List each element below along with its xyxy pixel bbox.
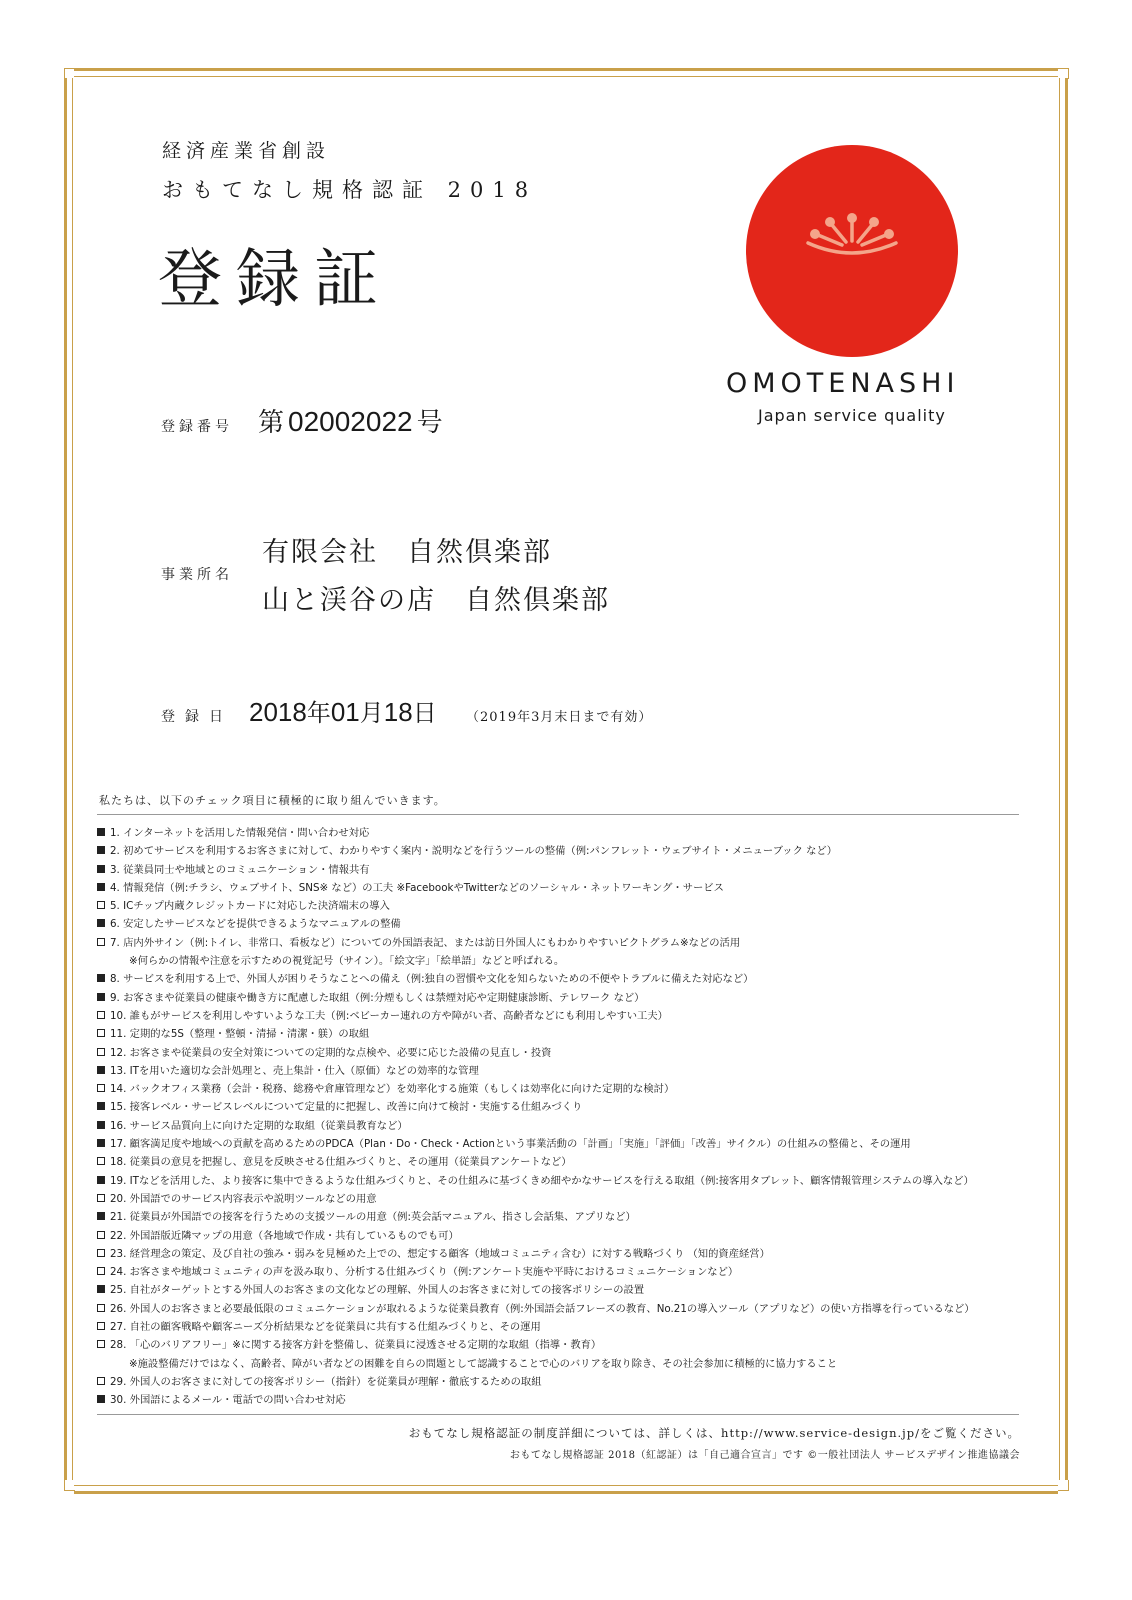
checklist-item [97,1190,1027,1208]
checklist-item [97,842,1027,860]
unchecked-box-icon [97,1267,105,1275]
checklist-item [97,1373,1027,1391]
checklist-item [97,1098,1027,1116]
certificate-standard: おもてなし規格認証 2018 [162,178,538,202]
date-month: 01 [330,697,360,727]
checklist-item [97,1227,1027,1245]
checked-box-icon [97,883,105,891]
checklist-item-text: 14. バックオフィス業務（会計・税務、総務や倉庫管理など）を効率化する施策（もしくは効率化に向けた定期的な検討） [110,1083,675,1096]
checked-box-icon [97,1066,105,1074]
unchecked-box-icon [97,901,105,909]
logo-wordmark: OMOTENASHI [726,368,960,399]
checked-box-icon [97,974,105,982]
checklist-item [97,1336,1027,1354]
checklist-item-text: 30. 外国語によるメール・電話での問い合わせ対応 [110,1394,346,1407]
border-corner-ornament [60,1480,74,1494]
business-name-label: 事業所名 [161,567,233,583]
unchecked-box-icon [97,1377,105,1385]
checked-box-icon [97,828,105,836]
certificate-creator: 経済産業省創設 [162,140,331,162]
checklist-item-text: 13. ITを用いた適切な会計処理と、売上集計・仕入（原価）などの効率的な管理 [110,1064,479,1077]
unchecked-box-icon [97,1231,105,1239]
checklist-item [97,1025,1027,1043]
checked-box-icon [97,1212,105,1220]
checklist-item [97,897,1027,915]
checklist-item [97,1208,1027,1226]
checklist-item-text: 16. サービス品質向上に向けた定期的な取組（従業員教育など） [110,1119,408,1132]
omotenashi-logo-circle [746,145,958,357]
checklist-intro: 私たちは、以下のチェック項目に積極的に取り組んでいきます。 [99,794,446,807]
checklist-item-text: ※施設整備だけではなく、高齢者、障がい者などの困難を自らの問題として認識することで心のバリアを取り除き、その社会参加に積極的に協力すること [129,1357,838,1370]
page-title: 登録証 [158,243,392,317]
checklist-item [97,1153,1027,1171]
unchecked-box-icon [97,1194,105,1202]
checklist-item-text: 3. 従業員同士や地域とのコミュニケーション・情報共有 [110,863,370,876]
checklist-item-text: 18. 従業員の意見を把握し、意見を反映させる仕組みづくりと、その運用（従業員アンケートなど） [110,1156,572,1169]
registration-prefix: 第 [258,408,285,438]
border-corner-ornament [1058,1480,1072,1494]
registration-number [258,402,443,439]
checklist-item-text: 9. お客さまや従業員の健康や働き方に配慮した取組（例:分煙もしくは禁煙対応や定期健康診断、テレワーク など） [110,991,645,1004]
business-company-name: 有限会社 自然倶楽部 [262,537,552,568]
checklist-item [97,1044,1027,1062]
checklist-item-text: 19. ITなどを活用した、より接客に集中できるような仕組みづくりと、その仕組みに基づくきめ細やかなサービスを行える取組（例:接客用タブレット、顧客情報管理システムの導入など） [110,1174,974,1187]
unchecked-box-icon [97,1322,105,1330]
footer-copyright: おもてなし規格認証 2018（紅認証）は「自己適合宣言」です ©一般社団法人 サービスデザイン推進協議会 [509,1450,1020,1461]
checklist-item-text: 11. 定期的な5S（整理・整頓・清掃・清潔・躾）の取組 [110,1028,370,1041]
checklist-item [97,1263,1027,1281]
checklist-item [97,1007,1027,1025]
checked-box-icon [97,1176,105,1184]
validity-period: （2019年3月末日まで有効） [466,710,653,725]
unchecked-box-icon [97,1084,105,1092]
checklist-item-text: 12. お客さまや従業員の安全対策についての定期的な点検や、必要に応じた設備の見直し・投資 [110,1046,552,1059]
unchecked-box-icon [97,1249,105,1257]
date-year: 2018 [249,697,307,727]
registration-suffix: 号 [416,408,443,438]
checked-box-icon [97,1121,105,1129]
unchecked-box-icon [97,1157,105,1165]
checklist-item [97,1135,1027,1153]
checklist-item-text: ※何らかの情報や注意を示すための視覚記号（サイン）。「絵文字」「絵単語」などと呼ばれる。 [129,955,565,968]
checklist-item-text: 8. サービスを利用する上で、外国人が困りそうなことへの備え（例:独自の習慣や文化を知らないための不便やトラブルに備えた対応など） [110,973,754,986]
checklist-item-text: 17. 顧客満足度や地域への貢献を高めるためのPDCA（Plan・Do・Check・Actionという事業活動の「計画」「実施」「評価」「改善」サイクル）の仕組みの整備と、その運用 [110,1138,911,1151]
checklist-item-text: 28. 「心のバリアフリー」※に関する接客方針を整備し、従業員に浸透させる定期的な取組（指導・教育） [110,1339,602,1352]
checked-box-icon [97,919,105,927]
checklist-item-text: 29. 外国人のお客さまに対しての接客ポリシー（指針）を従業員が理解・徹底するための取組 [110,1375,542,1388]
flower-emblem-icon [746,145,958,357]
border-corner-ornament [1058,64,1072,78]
checklist-item-text: 1. インターネットを活用した情報発信・問い合わせ対応 [110,827,370,839]
checklist-item [97,1300,1027,1318]
registration-number-value: 02002022 [288,406,413,437]
registration-number-label: 登録番号 [161,419,233,435]
unchecked-box-icon [97,938,105,946]
checklist-item [97,1318,1027,1336]
checklist-item-text: 2. 初めてサービスを利用するお客さまに対して、わかりやすく案内・説明などを行うツールの整備（例:パンフレット・ウェブサイト・メニューブック など） [110,845,838,858]
checklist-item-text: 5. ICチップ内蔵クレジットカードに対応した決済端末の導入 [110,900,390,913]
checklist-item [97,879,1027,897]
checklist-item [97,824,1027,842]
unchecked-box-icon [97,1048,105,1056]
checklist-item [97,934,1027,952]
checklist-note [97,1355,1027,1373]
checklist-item-text: 27. 自社の顧客戦略や顧客ニーズ分析結果などを従業員に共有する仕組みづくりと、その運用 [110,1321,541,1334]
checklist-item-text: 21. 従業員が外国語での接客を行うための支援ツールの用意（例:英会話マニュアル、指さし会話集、アプリなど） [110,1211,636,1224]
footer-info: おもてなし規格認証の制度詳細については、詳しくは、http://www.service-design.jp/をご覧ください。 [408,1426,1020,1440]
checklist-item [97,1117,1027,1135]
business-store-name: 山と渓谷の店 自然倶楽部 [262,585,610,616]
divider [97,1414,1019,1415]
checklist-note [97,952,1027,970]
date-year-unit: 年 [306,699,331,727]
date-day-unit: 日 [412,699,437,727]
divider [97,814,1019,815]
checklist-item-text: 26. 外国人のお客さまと必要最低限のコミュニケーションが取れるような従業員教育（例:外国語会話フレーズの教育、No.21の導入ツール（アプリなど）の使い方指導を行っているなど） [110,1302,975,1315]
checked-box-icon [97,1102,105,1110]
checklist-item-text: 7. 店内外サイン（例:トイレ、非常口、看板など）についての外国語表記、または訪日外国人にもわかりやすいピクトグラム※などの活用 [110,936,741,949]
registration-date [249,693,437,728]
checklist-item [97,989,1027,1007]
checklist-item-text: 20. 外国語でのサービス内容表示や説明ツールなどの用意 [110,1192,377,1205]
checklist-item-text: 25. 自社がターゲットとする外国人のお客さまの文化などの理解、外国人のお客さまに対しての接客ポリシーの設置 [110,1284,645,1297]
checklist-item-text: 15. 接客レベル・サービスレベルについて定量的に把握し、改善に向けて検討・実施する仕組みづくり [110,1101,583,1114]
checklist-item [97,970,1027,988]
checklist-item [97,1245,1027,1263]
logo-tagline: Japan service quality [758,406,946,425]
checklist-item-text: 22. 外国語版近隣マップの用意（各地域で作成・共有しているものでも可） [110,1229,459,1242]
unchecked-box-icon [97,1029,105,1037]
checklist-item [97,1391,1027,1409]
checklist-item [97,1080,1027,1098]
checklist-item-text: 6. 安定したサービスなどを提供できるようなマニュアルの整備 [110,918,401,931]
checklist-item-text: 10. 誰もがサービスを利用しやすいような工夫（例:ベビーカー連れの方や障がい者、高齢者などにも利用しやすい工夫） [110,1009,668,1022]
date-day: 18 [383,697,413,727]
checklist-item-text: 23. 経営理念の策定、及び自社の強み・弱みを見極めた上での、想定する顧客（地域コミュニティ含む）に対する戦略づくり （知的資産経営） [110,1247,770,1260]
date-month-unit: 月 [359,699,384,727]
checked-box-icon [97,993,105,1001]
checked-box-icon [97,1285,105,1293]
checked-box-icon [97,865,105,873]
checklist-item-text: 4. 情報発信（例:チラシ、ウェブサイト、SNS※ など）の工夫 ※FacebookやTwitterなどのソーシャル・ネットワーキング・サービス [110,881,724,894]
checklist-item-text: 24. お客さまや地域コミュニティの声を汲み取り、分析する仕組みづくり（例:アンケート実施や平時におけるコミュニケーションなど） [110,1266,739,1279]
unchecked-box-icon [97,1011,105,1019]
checklist [97,824,1027,1410]
checked-box-icon [97,1139,105,1147]
checked-box-icon [97,1395,105,1403]
checklist-item [97,1172,1027,1190]
unchecked-box-icon [97,1340,105,1348]
checklist-item [97,1062,1027,1080]
checklist-item [97,915,1027,933]
border-corner-ornament [60,64,74,78]
checked-box-icon [97,846,105,854]
unchecked-box-icon [97,1304,105,1312]
registration-date-label: 登録日 [161,709,233,725]
checklist-item [97,861,1027,879]
checklist-item [97,1281,1027,1299]
